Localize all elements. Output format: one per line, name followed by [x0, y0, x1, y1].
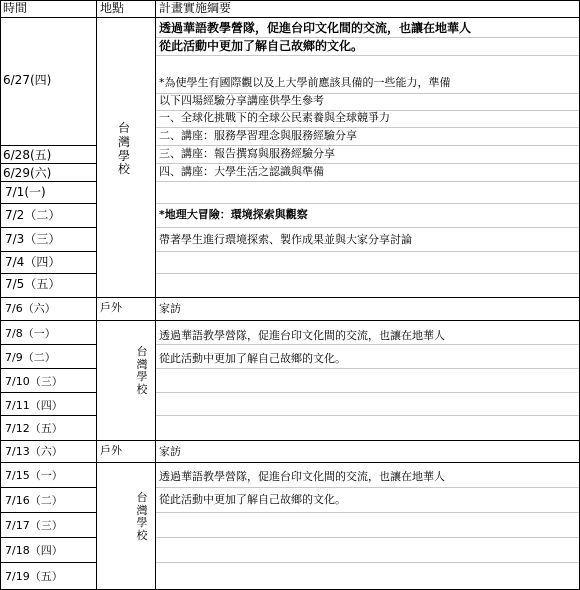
plan-gridline: [156, 251, 579, 252]
plan-line: 透過華語教學營隊，促進台印文化間的交流，也讓在地華人: [159, 21, 472, 35]
date-cell: 7/16（二）: [5, 494, 63, 507]
date-cell: 6/28(五): [3, 148, 52, 162]
plan-gridline: [156, 368, 579, 369]
date-row-line: [0, 163, 96, 164]
date-cell: 7/11（四）: [5, 399, 63, 412]
plan-line: 從此活動中更加了解自己故鄉的文化。: [159, 352, 346, 365]
date-row-line: [0, 537, 96, 538]
date-row-line: [0, 273, 96, 274]
date-cell: 7/4（四）: [5, 255, 61, 269]
plan-gridline: [156, 415, 579, 416]
date-row-line: [0, 203, 96, 204]
plan-line: 三、講座：報告撰寫與服務經驗分享: [159, 147, 335, 160]
date-cell: 7/13（六）: [5, 445, 63, 458]
date-row-line: [0, 487, 96, 488]
block-separator: [0, 462, 580, 463]
place-cell: 戶外: [100, 301, 122, 314]
plan-gridline: [156, 55, 579, 56]
plan-gridline: [156, 487, 579, 488]
plan-gridline: [156, 37, 579, 38]
plan-line: 透過華語教學營隊，促進台印文化間的交流，也讓在地華人: [159, 470, 445, 483]
plan-line: 帶著學生進行環境探索、製作成果並與大家分享討論: [159, 233, 412, 246]
date-row-line: [0, 562, 96, 563]
date-cell: 7/18（四）: [5, 544, 63, 557]
date-cell: 7/1(一): [5, 185, 46, 199]
date-row-line: [0, 512, 96, 513]
block-separator: [0, 440, 580, 441]
header-divider: [0, 17, 580, 18]
date-row-line: [0, 415, 96, 416]
date-cell: 7/17（三）: [5, 519, 63, 532]
plan-line: 二、講座：服務學習理念與服務經驗分享: [159, 129, 357, 142]
plan-line: 四、講座：大學生活之認識與準備: [159, 165, 324, 178]
date-row-line: [0, 181, 96, 182]
date-row-line: [0, 227, 96, 228]
plan-gridline: [156, 127, 579, 128]
plan-line: 家訪: [159, 445, 181, 458]
column-divider-place: [155, 0, 156, 590]
date-row-line: [0, 145, 96, 146]
header-plan: 計畫實施綱要: [159, 1, 232, 15]
date-row-line: [0, 251, 96, 252]
plan-line: 從此活動中更加了解自己故鄉的文化。: [159, 39, 364, 53]
plan-gridline: [156, 537, 579, 538]
date-cell: 7/15（一）: [5, 469, 63, 482]
table-border-top: [0, 0, 580, 1]
plan-gridline: [156, 344, 579, 345]
header-place: 地點: [100, 1, 125, 15]
plan-gridline: [156, 203, 579, 204]
plan-line: *地理大冒險：環境探索與觀察: [159, 208, 308, 221]
plan-line: 透過華語教學營隊，促進台印文化間的交流，也讓在地華人: [159, 329, 445, 342]
plan-line: 從此活動中更加了解自己故鄉的文化。: [159, 493, 346, 506]
plan-gridline: [156, 163, 579, 164]
date-cell: 7/9（二）: [5, 351, 56, 364]
table-border-left: [0, 0, 1, 590]
date-row-line: [0, 392, 96, 393]
plan-line: 以下四場經驗分享講座供學生參考: [159, 94, 324, 107]
date-cell: 7/8（一）: [5, 327, 56, 340]
date-cell: 7/2（二）: [5, 208, 61, 222]
date-cell: 7/5（五）: [5, 277, 61, 291]
date-cell: 6/27(四): [3, 73, 52, 87]
plan-line: *為使學生有國際觀以及上大學前應該具備的一些能力，準備: [159, 76, 451, 89]
plan-line: 一、全球化挑戰下的全球公民素養與全球競爭力: [159, 111, 390, 124]
block-separator: [0, 297, 580, 298]
plan-gridline: [156, 562, 579, 563]
plan-gridline: [156, 181, 579, 182]
place-cell: 台灣學校: [117, 121, 130, 177]
header-time: 時間: [3, 1, 28, 15]
block-separator: [0, 320, 580, 321]
plan-gridline: [156, 512, 579, 513]
date-row-line: [0, 368, 96, 369]
date-cell: 6/29(六): [3, 166, 52, 180]
date-cell: 7/10（三）: [5, 375, 63, 388]
plan-gridline: [156, 273, 579, 274]
date-cell: 7/12（五）: [5, 422, 63, 435]
plan-gridline: [156, 145, 579, 146]
plan-gridline: [156, 227, 579, 228]
date-cell: 7/3（三）: [5, 232, 61, 246]
place-cell: 戶外: [100, 444, 122, 457]
date-cell: 7/6（六）: [5, 302, 56, 315]
plan-line: 家訪: [159, 302, 181, 315]
place-cell: 台灣學校: [136, 345, 148, 396]
date-cell: 7/19（五）: [5, 570, 63, 583]
date-row-line: [0, 344, 96, 345]
place-cell: 台灣學校: [136, 491, 148, 542]
column-divider-time: [96, 0, 97, 590]
plan-gridline: [156, 392, 579, 393]
